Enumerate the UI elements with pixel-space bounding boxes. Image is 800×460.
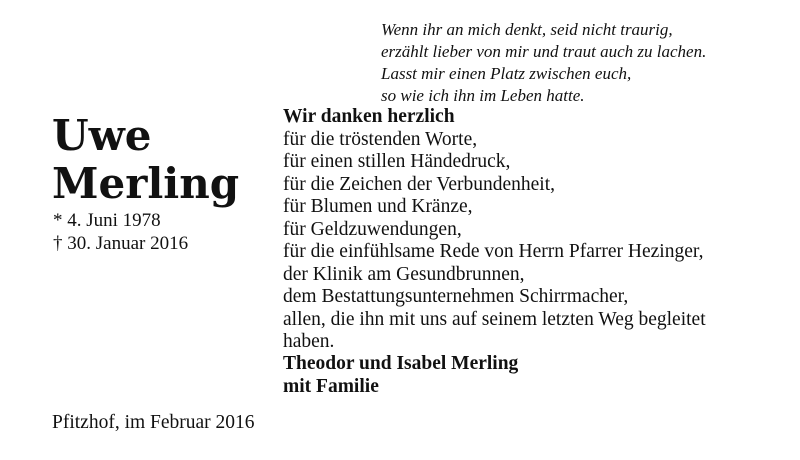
memorial-poem xyxy=(381,19,791,107)
thanks-line: allen, die ihn mit uns auf seinem letzten Weg begleitet xyxy=(283,308,706,330)
thanks-line: dem Bestattungsunternehmen Schirrmacher, xyxy=(283,286,629,307)
thanks-heading: Wir danken herzlich xyxy=(283,106,455,127)
deceased-name xyxy=(52,112,239,208)
signer-names: Theodor und Isabel Merling xyxy=(283,353,519,374)
thanks-line: für einen stillen Händedruck, xyxy=(283,151,511,172)
poem-line: so wie ich ihn im Leben hatte. xyxy=(381,86,585,105)
thanks-line: der Klinik am Gesundbrunnen, xyxy=(283,263,525,285)
poem-line: Lasst mir einen Platz zwischen euch, xyxy=(381,64,632,83)
poem-line: erzählt lieber von mir und traut auch zu lachen. xyxy=(381,42,707,61)
thanks-line: für Blumen und Kränze, xyxy=(283,196,473,217)
life-dates xyxy=(53,209,188,255)
signers xyxy=(283,353,518,398)
thanks-section xyxy=(283,106,793,354)
poem-line: Wenn ihr an mich denkt, seid nicht traurig, xyxy=(381,20,673,39)
first-name: Uwe xyxy=(52,111,152,160)
thanks-line: für die Zeichen der Verbundenheit, xyxy=(283,173,555,195)
thanks-line: haben. xyxy=(283,331,335,352)
last-name: Merling xyxy=(52,159,240,208)
place-and-date: Pfitzhof, im Februar 2016 xyxy=(52,412,255,433)
death-date: † 30. Januar 2016 xyxy=(53,233,189,254)
thanks-line: für Geldzuwendungen, xyxy=(283,218,462,240)
thanks-line: für die tröstenden Worte, xyxy=(283,128,478,150)
thanks-line: für die einfühlsame Rede von Herrn Pfarrer Hezinger, xyxy=(283,241,704,262)
signer-family: mit Familie xyxy=(283,375,379,397)
birth-date: * 4. Juni 1978 xyxy=(53,210,161,231)
